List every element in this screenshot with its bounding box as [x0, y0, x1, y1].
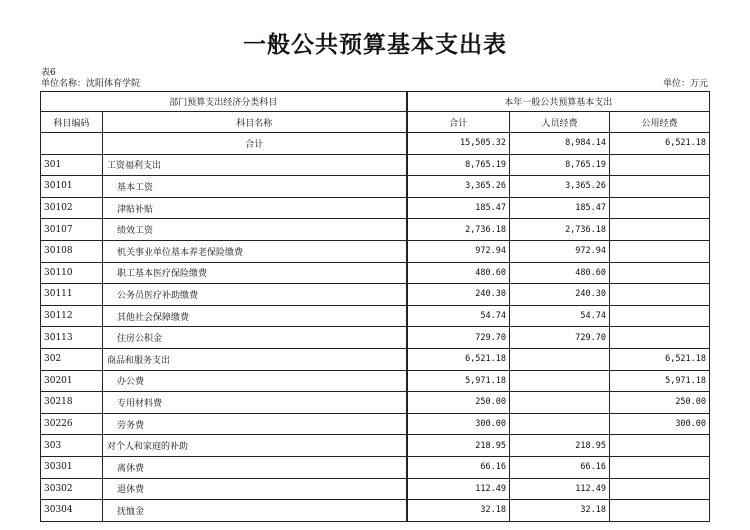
row-total: 112.49	[407, 478, 510, 500]
header-group-row	[41, 92, 710, 112]
row-public	[610, 435, 710, 457]
table-row	[41, 305, 710, 327]
row-personnel: 8,765.19	[510, 154, 610, 176]
table-row	[41, 154, 710, 176]
row-personnel: 218.95	[510, 435, 610, 457]
row-name: 其他社会保障缴费	[103, 305, 407, 327]
row-public	[610, 305, 710, 327]
row-personnel	[510, 392, 610, 414]
row-code: 30101	[41, 176, 103, 198]
row-public	[610, 240, 710, 262]
table-row	[41, 219, 710, 241]
table-row	[41, 392, 710, 414]
table-row	[41, 456, 710, 478]
row-code: 30226	[41, 413, 103, 435]
row-public: 300.00	[610, 413, 710, 435]
row-personnel: 972.94	[510, 240, 610, 262]
row-public: 6,521.18	[610, 348, 710, 370]
table-row	[41, 370, 710, 392]
table-row	[41, 348, 710, 370]
row-total: 972.94	[407, 240, 510, 262]
row-total: 5,971.18	[407, 370, 510, 392]
row-name: 对个人和家庭的补助	[103, 435, 407, 457]
row-code: 30304	[41, 500, 103, 522]
row-total: 185.47	[407, 197, 510, 219]
row-code: 301	[41, 154, 103, 176]
row-code: 30201	[41, 370, 103, 392]
row-personnel	[510, 348, 610, 370]
table-row	[41, 413, 710, 435]
header-group-right: 本年一般公共预算基本支出	[407, 92, 710, 112]
row-code: 30111	[41, 284, 103, 306]
table-row	[41, 176, 710, 198]
row-personnel: 240.30	[510, 284, 610, 306]
unit-name: 单位名称：沈阳体育学院	[41, 79, 141, 89]
row-code: 30302	[41, 478, 103, 500]
row-total: 729.70	[407, 327, 510, 349]
row-code: 303	[41, 435, 103, 457]
row-total: 3,365.26	[407, 176, 510, 198]
row-public	[610, 327, 710, 349]
row-name: 绩效工资	[103, 219, 407, 241]
total-personnel: 8,984.14	[510, 133, 610, 155]
header-personnel: 人员经费	[510, 112, 610, 133]
total-code-cell	[41, 133, 103, 155]
row-code: 30102	[41, 197, 103, 219]
row-public	[610, 154, 710, 176]
row-name: 商品和服务支出	[103, 348, 407, 370]
table-row	[41, 478, 710, 500]
table-row	[41, 500, 710, 522]
row-personnel: 185.47	[510, 197, 610, 219]
header-public: 公用经费	[610, 112, 710, 133]
row-public	[610, 500, 710, 522]
row-total: 218.95	[407, 435, 510, 457]
row-total: 54.74	[407, 305, 510, 327]
row-code: 30218	[41, 392, 103, 414]
row-personnel: 2,736.18	[510, 219, 610, 241]
row-total: 8,765.19	[407, 154, 510, 176]
table-row	[41, 197, 710, 219]
row-public	[610, 219, 710, 241]
row-name: 基本工资	[103, 176, 407, 198]
row-personnel: 3,365.26	[510, 176, 610, 198]
row-total: 2,736.18	[407, 219, 510, 241]
budget-table	[40, 91, 710, 522]
row-personnel: 480.60	[510, 262, 610, 284]
row-name: 离休费	[103, 456, 407, 478]
header-code: 科目编码	[41, 112, 103, 133]
row-public	[610, 478, 710, 500]
row-code: 30113	[41, 327, 103, 349]
currency-unit: 单位：万元	[662, 79, 708, 89]
row-code: 302	[41, 348, 103, 370]
row-total: 300.00	[407, 413, 510, 435]
row-name: 专用材料费	[103, 392, 407, 414]
row-name: 劳务费	[103, 413, 407, 435]
row-personnel: 54.74	[510, 305, 610, 327]
table-row	[41, 240, 710, 262]
row-personnel: 32.18	[510, 500, 610, 522]
row-name: 住房公积金	[103, 327, 407, 349]
row-public	[610, 262, 710, 284]
row-code: 30107	[41, 219, 103, 241]
table-row	[41, 262, 710, 284]
row-total: 6,521.18	[407, 348, 510, 370]
row-personnel	[510, 370, 610, 392]
page-title: 一般公共预算基本支出表	[243, 31, 507, 58]
row-public	[610, 284, 710, 306]
row-total: 250.00	[407, 392, 510, 414]
total-public: 6,521.18	[610, 133, 710, 155]
row-name: 公务员医疗补助缴费	[103, 284, 407, 306]
header-total: 合计	[407, 112, 510, 133]
row-name: 津贴补贴	[103, 197, 407, 219]
row-public: 5,971.18	[610, 370, 710, 392]
row-code: 30301	[41, 456, 103, 478]
row-name: 工资福利支出	[103, 154, 407, 176]
total-row	[41, 133, 710, 155]
row-name: 办公费	[103, 370, 407, 392]
row-code: 30108	[41, 240, 103, 262]
row-public	[610, 197, 710, 219]
table-row	[41, 435, 710, 457]
row-total: 32.18	[407, 500, 510, 522]
header-columns-row	[41, 112, 710, 133]
row-name: 退休费	[103, 478, 407, 500]
table-number: 表6	[41, 68, 56, 78]
total-label: 合计	[103, 133, 407, 155]
row-name: 抚恤金	[103, 500, 407, 522]
row-personnel	[510, 413, 610, 435]
row-name: 机关事业单位基本养老保险缴费	[103, 240, 407, 262]
header-group-left: 部门预算支出经济分类科目	[41, 92, 407, 112]
row-public	[610, 456, 710, 478]
table-row	[41, 284, 710, 306]
row-total: 240.30	[407, 284, 510, 306]
table-row	[41, 327, 710, 349]
row-public	[610, 176, 710, 198]
total-total: 15,505.32	[407, 133, 510, 155]
row-public: 250.00	[610, 392, 710, 414]
row-personnel: 112.49	[510, 478, 610, 500]
row-total: 66.16	[407, 456, 510, 478]
header-name: 科目名称	[103, 112, 407, 133]
row-total: 480.60	[407, 262, 510, 284]
row-personnel: 66.16	[510, 456, 610, 478]
row-personnel: 729.70	[510, 327, 610, 349]
row-code: 30110	[41, 262, 103, 284]
row-code: 30112	[41, 305, 103, 327]
row-name: 职工基本医疗保险缴费	[103, 262, 407, 284]
